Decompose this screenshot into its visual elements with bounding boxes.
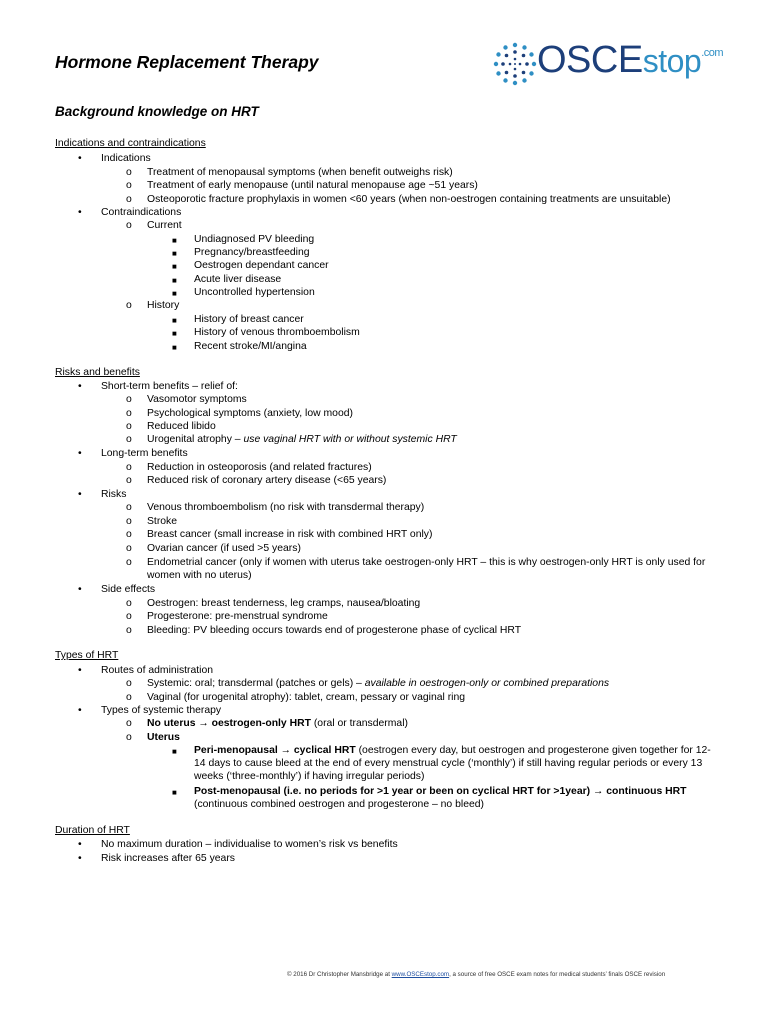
bullet-circle: o — [126, 180, 132, 191]
bullet-circle: o — [126, 732, 132, 743]
bullet-disc: • — [78, 665, 82, 676]
list-item: Reduced risk of coronary artery disease (<65 years) — [147, 475, 387, 486]
list-item: Types of systemic therapy — [101, 705, 222, 716]
bullet-circle: o — [126, 421, 132, 432]
list-item: Undiagnosed PV bleeding — [194, 234, 315, 245]
list-item: Bleeding: PV bleeding occurs towards end of progesterone phase of cyclical HRT — [147, 625, 522, 636]
bullet-circle: o — [126, 475, 132, 486]
bullet-circle: o — [126, 598, 132, 609]
list-item: Ovarian cancer (if used >5 years) — [147, 543, 301, 554]
bullet-circle: o — [126, 678, 132, 689]
logo-wordmark — [537, 39, 723, 82]
list-item: Oestrogen dependant cancer — [194, 260, 329, 271]
footer-prefix: © 2016 Dr Christopher Mansbridge at — [287, 971, 392, 978]
osce-stop-logo — [493, 40, 723, 88]
list-item: Recent stroke/MI/angina — [194, 341, 307, 352]
list-item-systemic — [147, 677, 609, 690]
bullet-square: ■ — [172, 236, 177, 245]
peri-rest: (oestrogen every day, but oestrogen and progesterone given together for 12-14 days to cause bleed at the end of every menstrual cycle (‘monthly’) if still having regular periods or every 13 weeks (‘three-monthly’) if having irregular periods) — [194, 745, 711, 782]
no-uterus-rest: (oral or transdermal) — [310, 718, 408, 729]
page-subtitle: Background knowledge on HRT — [55, 104, 259, 119]
list-item: Uterus — [147, 732, 180, 743]
footer-suffix: , a source of free OSCE exam notes for medical students’ finals OSCE revision — [449, 971, 666, 978]
list-item: Reduction in osteoporosis (and related fractures) — [147, 462, 372, 473]
list-item: Treatment of early menopause (until natural menopause age ~51 years) — [147, 180, 478, 191]
section-heading-risks: Risks and benefits — [55, 367, 140, 378]
urogenital-main: Urogenital atrophy — [147, 434, 232, 445]
bullet-circle: o — [126, 516, 132, 527]
systemic-note: available in oestrogen-only or combined preparations — [364, 678, 610, 689]
bullet-square: ■ — [172, 747, 177, 756]
bullet-disc: • — [78, 381, 82, 392]
list-item: Vaginal (for urogenital atrophy): tablet, cream, pessary or vaginal ring — [147, 692, 466, 703]
list-item: Side effects — [101, 584, 156, 595]
bullet-disc: • — [78, 705, 82, 716]
bullet-disc: • — [78, 489, 82, 500]
list-item: Psychological symptoms (anxiety, low mood) — [147, 408, 353, 419]
bullet-square: ■ — [172, 276, 177, 285]
logo-stop: stop — [642, 43, 702, 79]
bullet-circle: o — [126, 502, 132, 513]
list-item: Indications — [101, 153, 151, 164]
no-uterus-bold: No uterus → oestrogen-only HRT — [147, 718, 311, 729]
list-item: Acute liver disease — [194, 274, 282, 285]
footer-link[interactable]: www.OSCEstop.com — [391, 971, 450, 978]
bullet-circle: o — [126, 194, 132, 205]
list-item: Progesterone: pre-menstrual syndrome — [147, 611, 328, 622]
bullet-circle: o — [126, 611, 132, 622]
list-item: History — [147, 300, 180, 311]
list-item: Osteoporotic fracture prophylaxis in women <60 years (when non-oestrogen containing treatments are unsuitable) — [147, 194, 671, 205]
systemic-main: Systemic: oral; transdermal (patches or gels) – — [147, 678, 365, 689]
list-item: Uncontrolled hypertension — [194, 287, 315, 298]
bullet-disc: • — [78, 153, 82, 164]
bullet-circle: o — [126, 692, 132, 703]
bullet-disc: • — [78, 839, 82, 850]
bullet-circle: o — [126, 220, 132, 231]
logo-com: .com — [701, 47, 724, 59]
list-item-peri — [194, 744, 719, 783]
peri-bold: Peri-menopausal → cyclical HRT — [194, 745, 356, 756]
bullet-circle: o — [126, 167, 132, 178]
list-item: Current — [147, 220, 182, 231]
section-heading-indications: Indications and contraindications — [55, 138, 206, 149]
list-item: Endometrial cancer (only if women with uterus take oestrogen-only HRT – this is why oestrogen-only HRT is only used for women with no uterus) — [147, 557, 706, 581]
list-item: Routes of administration — [101, 665, 214, 676]
bullet-circle: o — [126, 625, 132, 636]
list-item: History of venous thromboembolism — [194, 327, 360, 338]
urogenital-sep: – — [231, 434, 244, 445]
page-title: Hormone Replacement Therapy — [55, 52, 319, 72]
bullet-circle: o — [126, 543, 132, 554]
post-bold: Post-menopausal (i.e. no periods for >1 year or been on cyclical HRT for >1year) → continuous HRT — [194, 786, 687, 797]
list-item-urogenital — [147, 433, 457, 446]
bullet-circle: o — [126, 408, 132, 419]
list-item: History of breast cancer — [194, 314, 304, 325]
bullet-square: ■ — [172, 329, 177, 338]
bullet-circle: o — [126, 434, 132, 445]
section-heading-duration: Duration of HRT — [55, 825, 130, 836]
bullet-square: ■ — [172, 249, 177, 258]
list-item: Reduced libido — [147, 421, 216, 432]
list-item: Vasomotor symptoms — [147, 394, 247, 405]
list-item-post — [194, 785, 719, 811]
bullet-circle: o — [126, 718, 132, 729]
bullet-disc: • — [78, 584, 82, 595]
list-item: Long-term benefits — [101, 448, 188, 459]
list-item: Contraindications — [101, 207, 182, 218]
list-item-no-uterus — [147, 717, 408, 730]
bullet-circle: o — [126, 557, 132, 568]
list-item: Breast cancer (small increase in risk with combined HRT only) — [147, 529, 433, 540]
bullet-circle: o — [126, 529, 132, 540]
bullet-square: ■ — [172, 316, 177, 325]
bullet-square: ■ — [172, 343, 177, 352]
list-item: Oestrogen: breast tenderness, leg cramps, nausea/bloating — [147, 598, 421, 609]
logo-main: OSCE — [537, 39, 643, 81]
list-item: Venous thromboembolism (no risk with transdermal therapy) — [147, 502, 425, 513]
list-item: Risk increases after 65 years — [101, 853, 235, 864]
list-item: Pregnancy/breastfeeding — [194, 247, 310, 258]
post-rest: (continuous combined oestrogen and progesterone – no bleed) — [194, 799, 484, 810]
bullet-square: ■ — [172, 262, 177, 271]
list-item: No maximum duration – individualise to women’s risk vs benefits — [101, 839, 398, 850]
bullet-disc: • — [78, 448, 82, 459]
bullet-disc: • — [78, 853, 82, 864]
bullet-circle: o — [126, 462, 132, 473]
bullet-circle: o — [126, 394, 132, 405]
urogenital-note: use vaginal HRT with or without systemic HRT — [243, 434, 457, 445]
list-item: Risks — [101, 489, 127, 500]
dotted-circle-logo-icon — [493, 42, 537, 86]
section-heading-types: Types of HRT — [55, 650, 119, 661]
list-item: Treatment of menopausal symptoms (when benefit outweighs risk) — [147, 167, 453, 178]
bullet-square: ■ — [172, 289, 177, 298]
list-item: Short-term benefits – relief of: — [101, 381, 238, 392]
footer — [287, 971, 665, 978]
bullet-circle: o — [126, 300, 132, 311]
list-item: Stroke — [147, 516, 178, 527]
bullet-disc: • — [78, 207, 82, 218]
bullet-square: ■ — [172, 788, 177, 797]
